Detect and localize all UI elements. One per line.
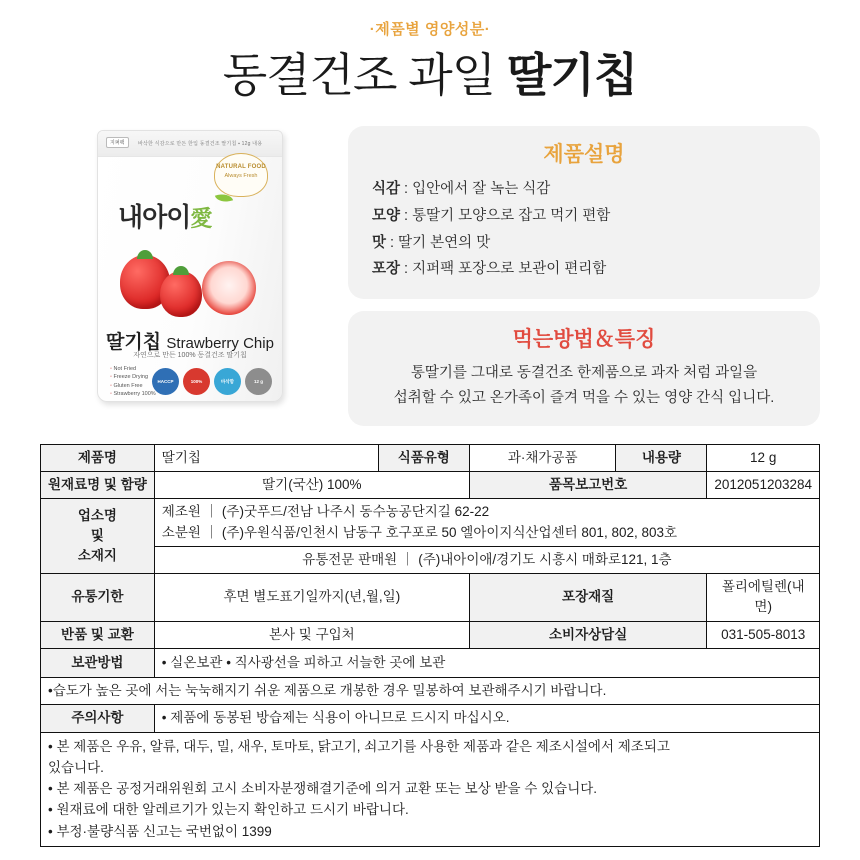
eyebrow-text: ·제품별 영양성분· (369, 21, 491, 38)
pouch-product-name-ko: 딸기칩 (106, 331, 162, 353)
label-line-1: 업소명 (77, 507, 117, 523)
package-image (40, 126, 340, 426)
packer-line: 소분원 ｜ (주)우원식품/인천시 남동구 호구포로 50 엘아이지식산업센터 801, 802, 803호 (161, 524, 678, 540)
caution-line-4: • 본 제품은 공정거래위원회 고시 소비자분쟁해결기준에 의거 교환 또는 보상 받을 수 있습니다. (48, 781, 598, 797)
table-row (41, 705, 820, 732)
status-badge (245, 368, 272, 395)
page-title (0, 49, 860, 102)
table-row (41, 499, 820, 547)
cell-value: 과·채가공품 (469, 444, 616, 471)
list-item: ◦ Not Fried (110, 365, 156, 374)
badge-text: HACCP (157, 378, 174, 384)
description-row-value: 입안에서 잘 녹는 식감 (412, 180, 551, 197)
description-row-key: 식감 (372, 180, 401, 197)
pouch-product-sub: 자연으로 만든 100% 동결건조 딸기칩 (133, 351, 247, 359)
cell-label: 소비자상담실 (469, 621, 707, 648)
page-title-light: 동결건조 과일 (222, 49, 496, 101)
hero-section (40, 126, 820, 426)
howto-body-line-1: 통딸기를 그대로 동결건조 한제품으로 과자 처럼 과일을 (410, 365, 758, 382)
cell-value: 031-505-8013 (707, 621, 820, 648)
cell-value: 12 g (707, 444, 820, 471)
howto-body-line-2: 섭취할 수 있고 온가족이 즐겨 먹을 수 있는 영양 간식 입니다. (393, 389, 775, 406)
brand-name: 내아이 (118, 201, 191, 232)
pouch-feature-list (110, 365, 156, 399)
description-row-key: 모양 (372, 207, 401, 224)
description-row: 모양 : 통딸기 모양으로 잡고 먹기 편함 (372, 207, 611, 224)
howto-card (348, 311, 820, 426)
info-column (340, 126, 820, 426)
table-row (41, 621, 820, 648)
spec-table (40, 444, 820, 847)
description-row-value: 지퍼팩 포장으로 보관이 편리함 (412, 261, 607, 278)
storage-line-1: • 실온보관 • 직사광선을 피하고 서늘한 곳에 보관 (161, 654, 446, 670)
natural-food-seal-icon (214, 153, 268, 197)
cell-value: 딸기칩 (154, 444, 378, 471)
description-row: 맛 : 딸기 본연의 맛 (372, 234, 491, 251)
brand-logo (118, 197, 211, 234)
list-item: ◦ Gluten Free (110, 382, 156, 391)
strawberry-graphic (98, 235, 282, 321)
caution-line-3: 있습니다. (48, 759, 104, 775)
cell-value: 후면 별도표기일까지(년,월,일) (154, 574, 469, 622)
label-line-2: 및 (90, 528, 104, 544)
table-row (41, 472, 820, 499)
cell-value: 본사 및 구입처 (154, 621, 469, 648)
description-row-key: 맛 (372, 234, 387, 251)
caution-line-5: • 원재료에 대한 알레르기가 있는지 확인하고 드시기 바랍니다. (48, 802, 409, 818)
cell-label: 반품 및 교환 (41, 621, 155, 648)
list-item: ◦ Strawberry 100% (110, 390, 156, 399)
status-badge (214, 368, 241, 395)
cell-label (41, 499, 155, 574)
spec-table-wrapper (40, 444, 820, 847)
description-card-title: 제품설명 (543, 142, 625, 166)
table-row (41, 574, 820, 622)
table-row (41, 444, 820, 471)
page-header (0, 0, 860, 102)
description-card (348, 126, 820, 299)
badge-text: 12 g (253, 378, 263, 384)
howto-card-title: 먹는방법＆특징 (512, 328, 656, 352)
description-row: 포장 : 지퍼팩 포장으로 보관이 편리함 (372, 261, 607, 278)
list-item: ◦ Freeze Drying (110, 373, 156, 382)
page-title-bold: 딸기칩 (506, 49, 638, 101)
cell-label: 식품유형 (378, 444, 469, 471)
pouch-top-text: 바삭한 식감으로 만든 한입 동결건조 딸기칩 ▪ 12g 내용 (138, 140, 263, 147)
table-row (41, 732, 820, 846)
distributor-line: 유통전문 판매원 ｜ (주)내아이애/경기도 시흥시 매화로121, 1층 (154, 546, 819, 573)
cell-value: 폴리에틸렌(내면) (707, 574, 820, 622)
description-row-value: 딸기 본연의 맛 (398, 234, 491, 251)
storage-notes (154, 648, 819, 677)
label-line-3: 소재지 (77, 548, 117, 564)
description-row-key: 포장 (372, 261, 401, 278)
cell-label: 유통기한 (41, 574, 155, 622)
caution-line-6: • 부정·불량식품 신고는 국번없이 1399 (48, 823, 272, 839)
brand-heart-glyph: 愛 (190, 205, 212, 231)
status-badge (152, 368, 179, 395)
cell-label: 보관방법 (41, 648, 155, 677)
caution-first-line: • 제품에 동봉된 방습제는 식용이 아니므로 드시지 마십시오. (154, 705, 819, 732)
pouch-badges (152, 368, 272, 395)
seal-sub-text: Always Fresh (224, 172, 258, 179)
cell-value: 2012051203284 (707, 472, 820, 499)
caution-line-2: • 본 제품은 우유, 알류, 대두, 밀, 새우, 토마토, 닭고기, 쇠고기를 사용한 제품과 같은 제조시설에서 제조되고 (48, 738, 670, 754)
cell-label: 품목보고번호 (469, 472, 707, 499)
cell-label: 주의사항 (41, 705, 155, 732)
cell-label: 원재료명 및 함량 (41, 472, 155, 499)
cell-label: 내용량 (616, 444, 707, 471)
cell-value: 딸기(국산) 100% (154, 472, 469, 499)
description-row-value: 통딸기 모양으로 잡고 먹기 편함 (412, 207, 611, 224)
status-badge (183, 368, 210, 395)
cell-label: 제품명 (41, 444, 155, 471)
badge-text: 바삭함 (220, 378, 235, 384)
caution-notes (41, 732, 820, 846)
pouch-illustration (97, 130, 283, 402)
strawberry-half-icon (202, 261, 256, 315)
pouch-product-name-en: Strawberry Chip (166, 334, 274, 352)
badge-text: 100% (190, 378, 203, 384)
table-row (41, 678, 820, 705)
manufacturer-line: 제조원 ｜ (주)굿푸드/전남 나주시 동수농공단지길 62-22 (161, 504, 490, 520)
strawberry-icon (160, 271, 202, 317)
storage-note-full: •습도가 높은 곳에 서는 눅눅해지기 쉬운 제품으로 개봉한 경우 밀봉하여 보관해주시기 바랍니다. (41, 678, 820, 705)
cell-label: 포장재질 (469, 574, 707, 622)
table-row (41, 546, 820, 573)
seal-main-text: NATURAL FOOD (216, 163, 266, 170)
description-row: 식감 : 입안에서 잘 녹는 식감 (372, 180, 551, 197)
table-row (41, 648, 820, 677)
cell-value (154, 499, 819, 547)
zipper-label: 지퍼팩 (106, 137, 129, 148)
